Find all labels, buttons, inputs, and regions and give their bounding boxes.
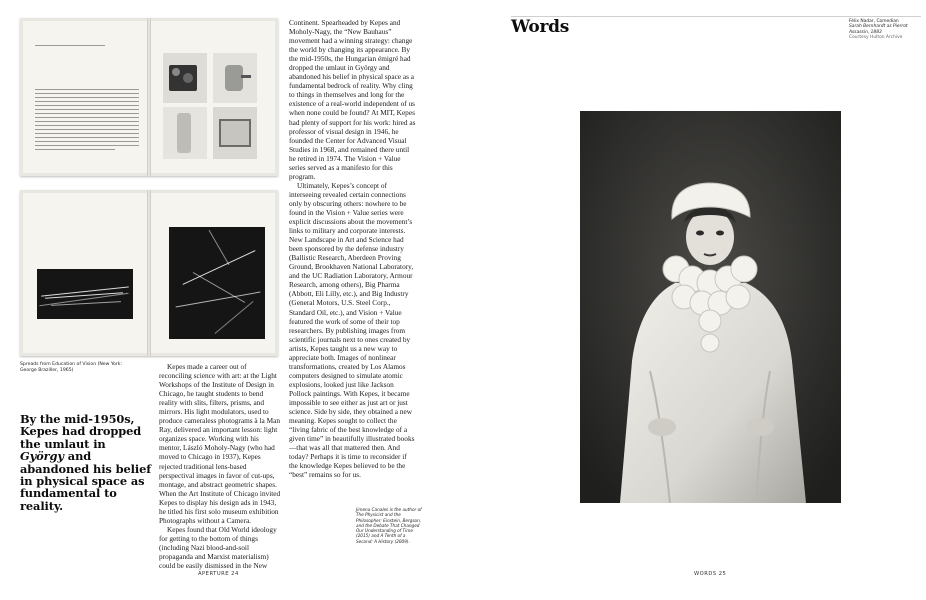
pull-quote-part: and abandoned his belief in physical space as fundamental to reality.	[20, 449, 152, 513]
body-paragraph: Kepes made a career out of reconciling science with art: at the Light Workshops of the Institute of Design in Chicago, he taught students to bend reality with slits, filters, prisms, and mirrors. His light modulators, used to produce cameraless photograms à la Man Ray, delivered an important lesson: light organizes space. Working with his mentor, László Moholy-Nagy (who had moved to Chicago in 1937), Kepes rejected traditional lens-based perspectival images in favor of cut-ups, montage, and abstract geometric shapes. When the Art Institute of Chicago invited Kepes to display his design ads in 1943, he titled his first solo museum exhibition Photographs without a Camera.	[159, 362, 281, 525]
folio-right: WORDS 25	[694, 571, 727, 577]
credit-line: Assassin, 1883	[849, 29, 882, 35]
body-paragraph: Kepes found that Old World ideology for getting to the bottom of things (including Nazi blood-and-soil propaganda and Marxist materialism) could be easily dismissed in the New	[159, 524, 277, 571]
author-bio: Jimena Canales is the author of The Physicist and the Philosopher: Einstein, Bergson, and the Debate That Changed Our Understanding of Time (2015) and A Tenth of a Second: A History (2009).	[356, 507, 422, 544]
right-page	[463, 0, 926, 600]
body-column-a	[159, 362, 281, 570]
book-spread-text-page	[23, 21, 147, 173]
photo-caption: Spreads from Education of Vision (New York: George Braziller, 1965)	[20, 362, 122, 373]
credit-line: Félix Nadar, Comedian	[849, 19, 899, 24]
section-title: Words	[511, 17, 569, 37]
book-spread-light-page-2	[151, 193, 275, 353]
title-rule	[511, 16, 921, 17]
portrait-illustration	[580, 111, 841, 503]
pull-quote-italic: György	[20, 449, 64, 464]
book-spread-photo-1	[20, 18, 278, 176]
body-paragraph: Ultimately, Kepes’s concept of interseeing revealed certain connections only by obscuring others: nowhere to be found in the Vision + Value series were explicit discussions about the movement’s links to military and corporate interests. New Landscape in Art and Science had been sponsored by the defense industry (Ballistic Research, Aberdeen Proving Ground, Brookhaven National Laboratory, and the UC Radiation Laboratory, Armour Research, among others), Big Pharma (Abbott, Eli Lilly, etc.), and Big Industry (General Motors, U.S. Steel Corp., Standard Oil, etc.), and Vision + Value featured the work of some of their top researchers. By publishing images from scientific journals next to ones created by artists, Kepes taught us a new way to appreciate both. Images of nonlinear transformations, created by Los Alamos computers designed to simulate atomic explosions, looked just like Jackson Pollock paintings. With Kepes, it became impossible to see either as just art or just science. Side by side, they obtained a new meaning. Kepes sought to collect the “living fabric of the best knowledge of a given time” in beautifully illustrated books—that was all that mattered then. And today? Perhaps it is time to reconsider if the knowledge Kepes believed to be the “best” remains so for us.	[289, 180, 415, 480]
body-column-b	[289, 18, 417, 479]
pierrot-portrait-photo	[580, 111, 841, 503]
pull-quote	[20, 413, 152, 512]
body-paragraph: Continent. Spearheaded by Kepes and Moholy-Nagy, the “New Bauhaus” movement had a winning strategy: change the world by changing its appearance. By the mid-1950s, the Hungarian émigré had dropped the umlaut in György and abandoned his belief in physical space as a fundamental bedrock of reality. Why cling to things in themselves and long for the existence of a real-world independent of us when none could be found? At MIT, Kepes had plenty of support for his work: hired as professor of visual design in 1946, he founded the Center for Advanced Visual Studies in 1968, and remained there until he retired in 1974. The Vision + Value series served as a manifesto for this program.	[289, 18, 416, 181]
book-spread-image-page	[151, 21, 275, 173]
book-spread-light-page	[23, 193, 147, 353]
photo-credit	[849, 19, 921, 41]
credit-line: Sarah Bernhardt as Pierrot	[849, 24, 908, 30]
pull-quote-part: By the mid-1950s, Kepes had dropped the umlaut in	[20, 412, 142, 451]
folio-left: APERTURE 24	[198, 571, 239, 577]
credit-source: Courtesy Hulton Archive	[849, 35, 903, 41]
book-spread-photo-2	[20, 190, 278, 356]
